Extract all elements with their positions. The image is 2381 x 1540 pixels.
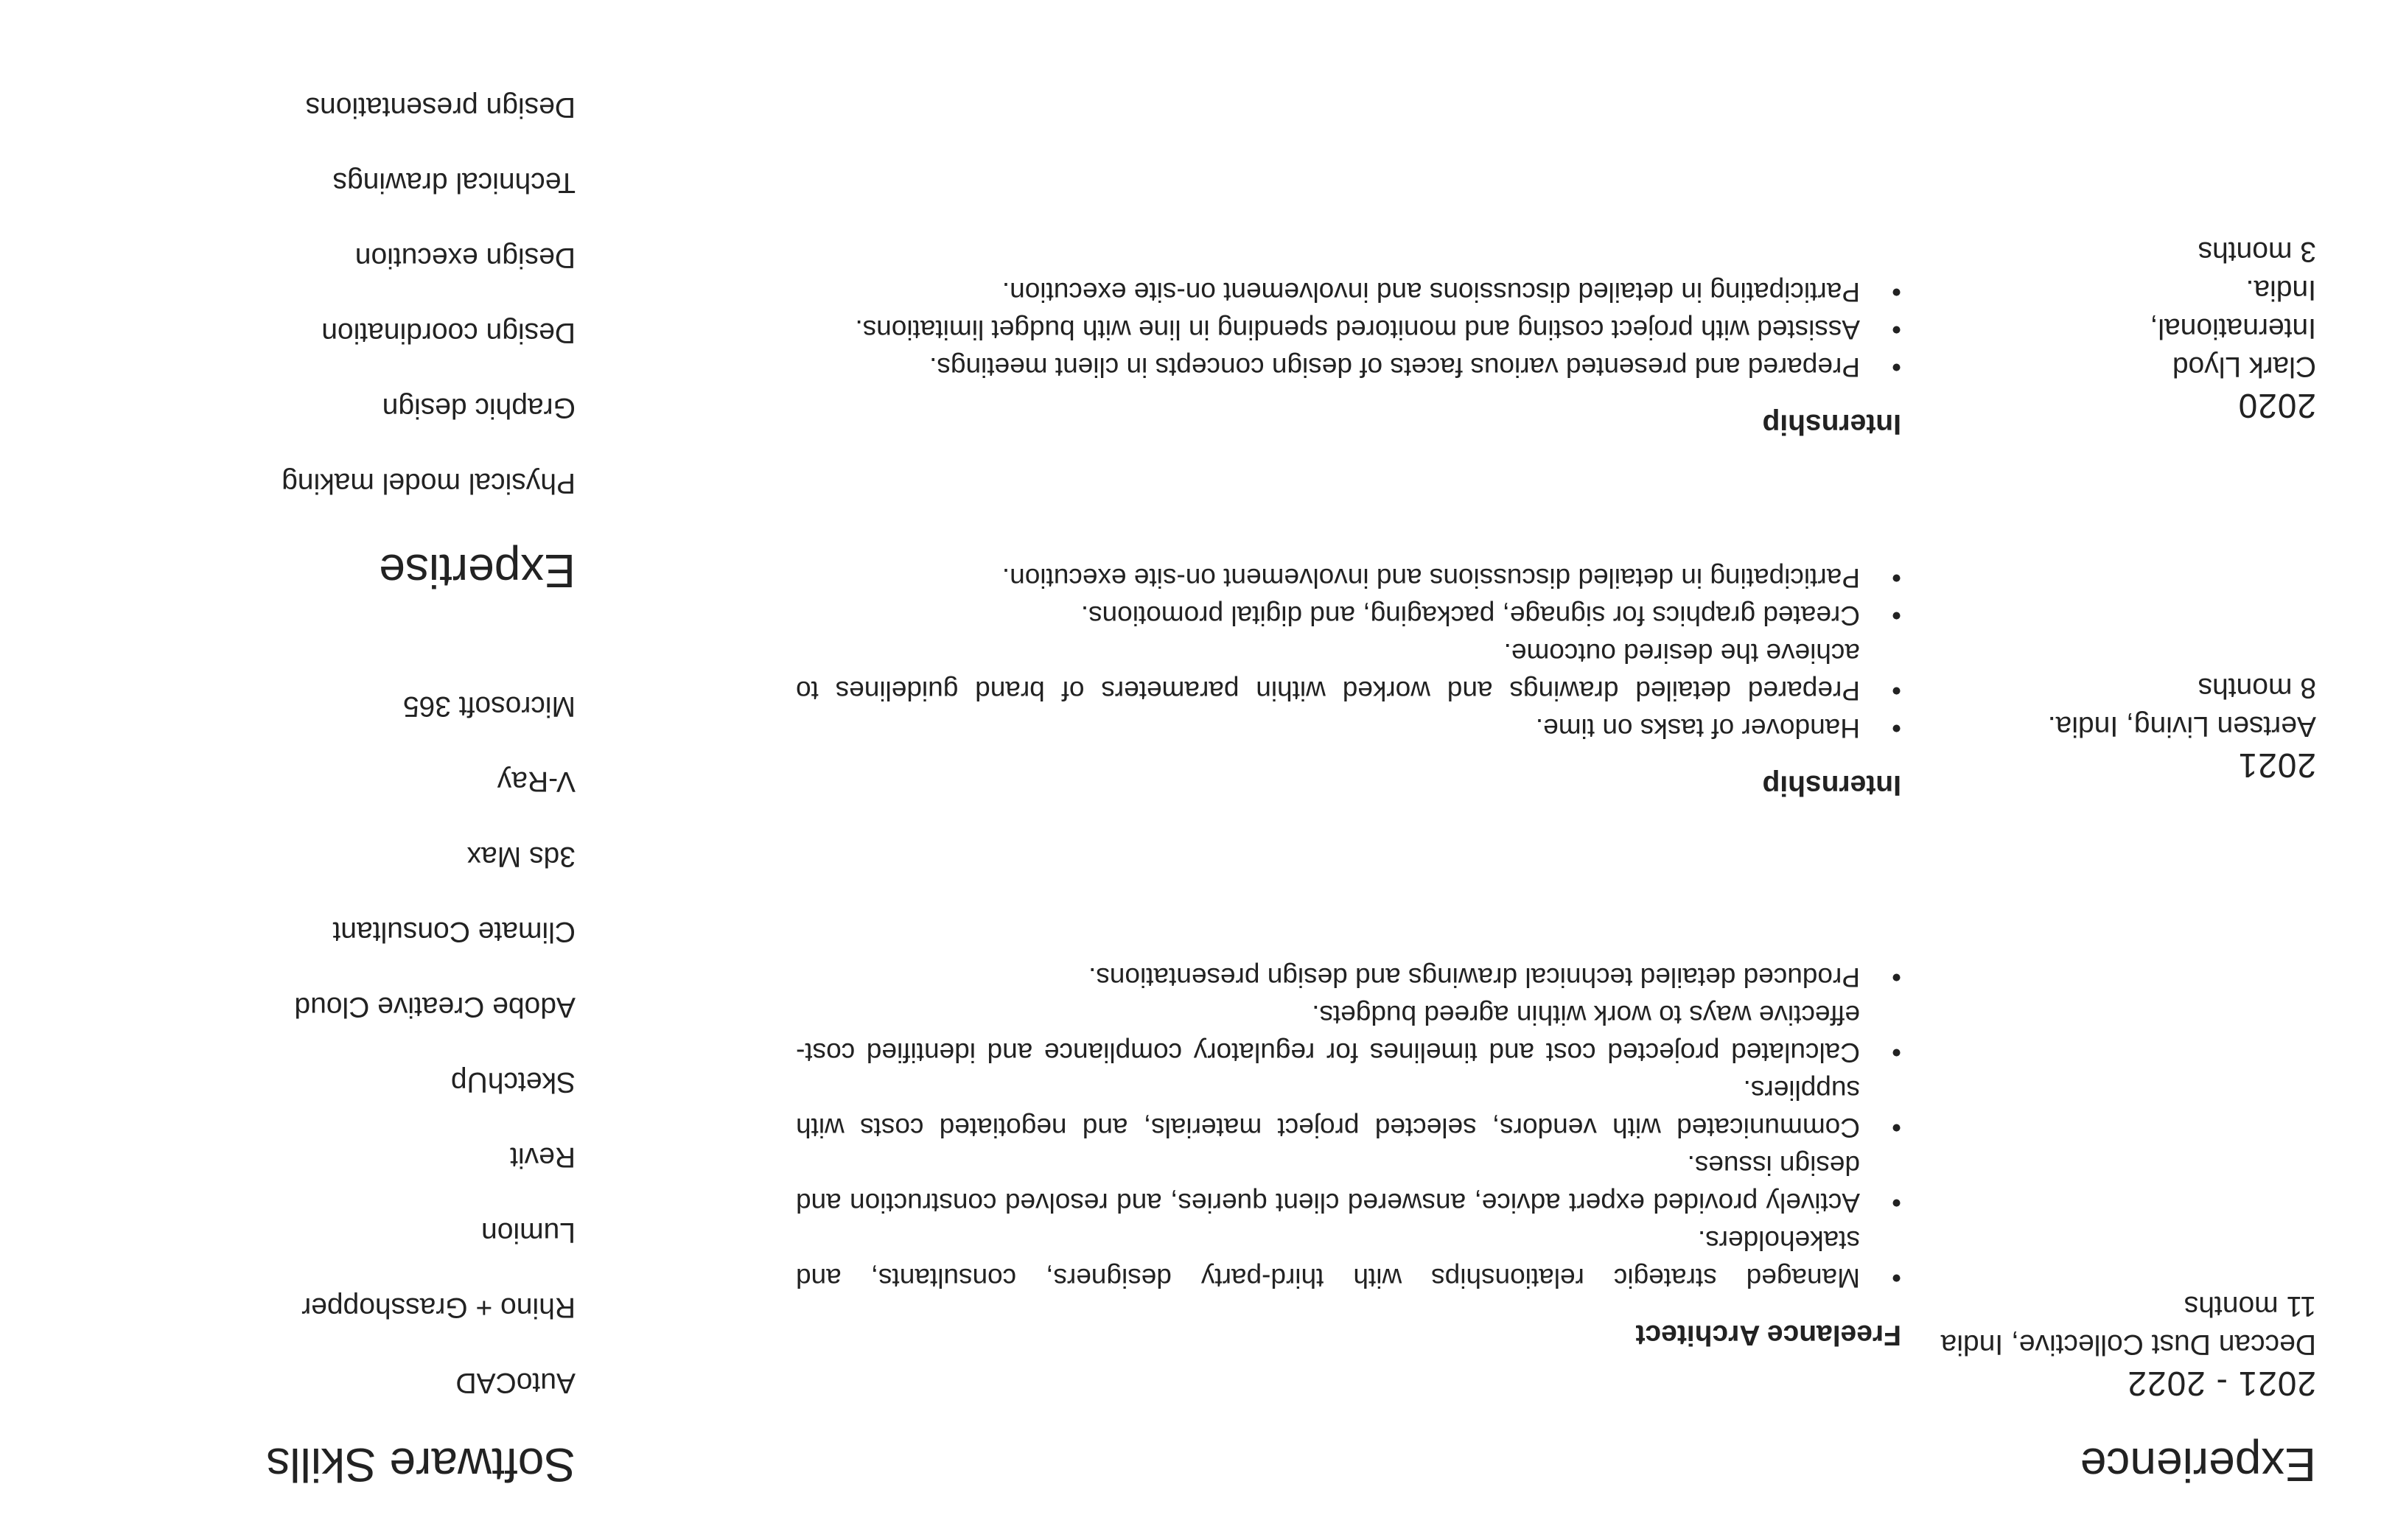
bullet-item: • Handover of tasks on time.: [796, 710, 1901, 747]
entry-2-company: Aertsen Living, India.: [2047, 710, 2316, 742]
entry-1-date: 2021 - 2022: [2127, 1365, 2316, 1403]
software-skill-item: Adobe Creative Cloud: [294, 991, 576, 1023]
bullet-item: • Calculated projected cost and timelines for regulatory compliance and identified cost-effective ways to work within agreed budgets.: [796, 996, 1901, 1071]
software-skill-item: V-Ray: [497, 766, 576, 797]
entry-1-title: Freelance Architect: [1635, 1319, 1901, 1351]
bullet-item: • Actively provided expert advice, answered client queries, and resolved construction and design issues.: [796, 1147, 1901, 1222]
software-skill-item: SketchUp: [450, 1066, 576, 1098]
bullet-item: • Participating in detailed discussions and involvement on-site execution.: [796, 273, 1901, 311]
software-skill-item: 3ds Max: [466, 841, 576, 872]
expertise-item: Design coordination: [321, 317, 576, 349]
software-skill-item: Lumion: [481, 1217, 576, 1248]
experience-entry-1-role: [796, 959, 1901, 1353]
experience-entry-2-meta: [2048, 668, 2316, 786]
entry-2-date: 2021: [2237, 746, 2316, 785]
software-skill-item: Rhino + Grasshopper: [301, 1292, 576, 1323]
experience-entry-1-meta: [1941, 1287, 2316, 1404]
software-skill-item: Climate Consultant: [332, 916, 576, 948]
entry-2-title: Internship: [1762, 769, 1901, 801]
experience-heading: Experience: [2080, 1438, 2316, 1491]
software-skills-list: [294, 668, 576, 1420]
software-skill-item: Microsoft 365: [402, 690, 576, 722]
expertise-list: [282, 69, 576, 520]
expertise-item: Design execution: [354, 242, 576, 273]
entry-3-company: Clark Llyod International, India.: [2150, 274, 2316, 382]
bullet-item: • Participating in detailed discussions and involvement on-site execution.: [796, 559, 1901, 597]
bullet-item: • Created graphics for signage, packaging, and digital promotions.: [796, 597, 1901, 634]
entry-3-date: 2020: [2237, 387, 2316, 425]
expertise-heading: Expertise: [379, 545, 576, 598]
bullet-item: • Communicated with vendors, selected project materials, and negotiated costs with suppliers.: [796, 1071, 1901, 1147]
expertise-item: Technical drawings: [332, 167, 576, 198]
experience-entry-3-meta: [2073, 232, 2316, 427]
entry-2-bullets: [796, 559, 1901, 747]
software-skill-item: Revit: [510, 1141, 576, 1173]
entry-1-company: Deccan Dust Collective, India: [1940, 1329, 2316, 1360]
entry-1-bullets: [796, 959, 1901, 1297]
entry-3-bullets: [796, 273, 1901, 386]
bullet-item: • Managed strategic relationships with third-party designers, consultants, and stakeholders.: [796, 1222, 1901, 1297]
entry-3-title: Internship: [1762, 408, 1901, 440]
bullet-item: • Produced detailed technical drawings and design presentations.: [796, 959, 1901, 996]
software-skill-item: AutoCAD: [455, 1367, 576, 1399]
expertise-item: Graphic design: [382, 392, 576, 424]
entry-1-duration: 11 months: [2184, 1290, 2316, 1322]
entry-2-duration: 8 months: [2198, 672, 2316, 704]
experience-entry-3-role: [796, 273, 1901, 442]
expertise-item: Design presentations: [305, 91, 576, 123]
bullet-item: • Prepared detailed drawings and worked within parameters of brand guidelines to achieve the desired outcome.: [796, 634, 1901, 710]
expertise-item: Physical model making: [282, 467, 576, 499]
software-skills-heading: Software Skills: [266, 1438, 576, 1491]
bullet-item: • Assisted with project costing and monitored spending in line with budget limitations.: [796, 311, 1901, 349]
bullet-item: • Prepared and presented various facets of design concepts in client meetings.: [796, 349, 1901, 386]
experience-entry-2-role: [796, 559, 1901, 803]
entry-3-duration: 3 months: [2198, 236, 2316, 267]
